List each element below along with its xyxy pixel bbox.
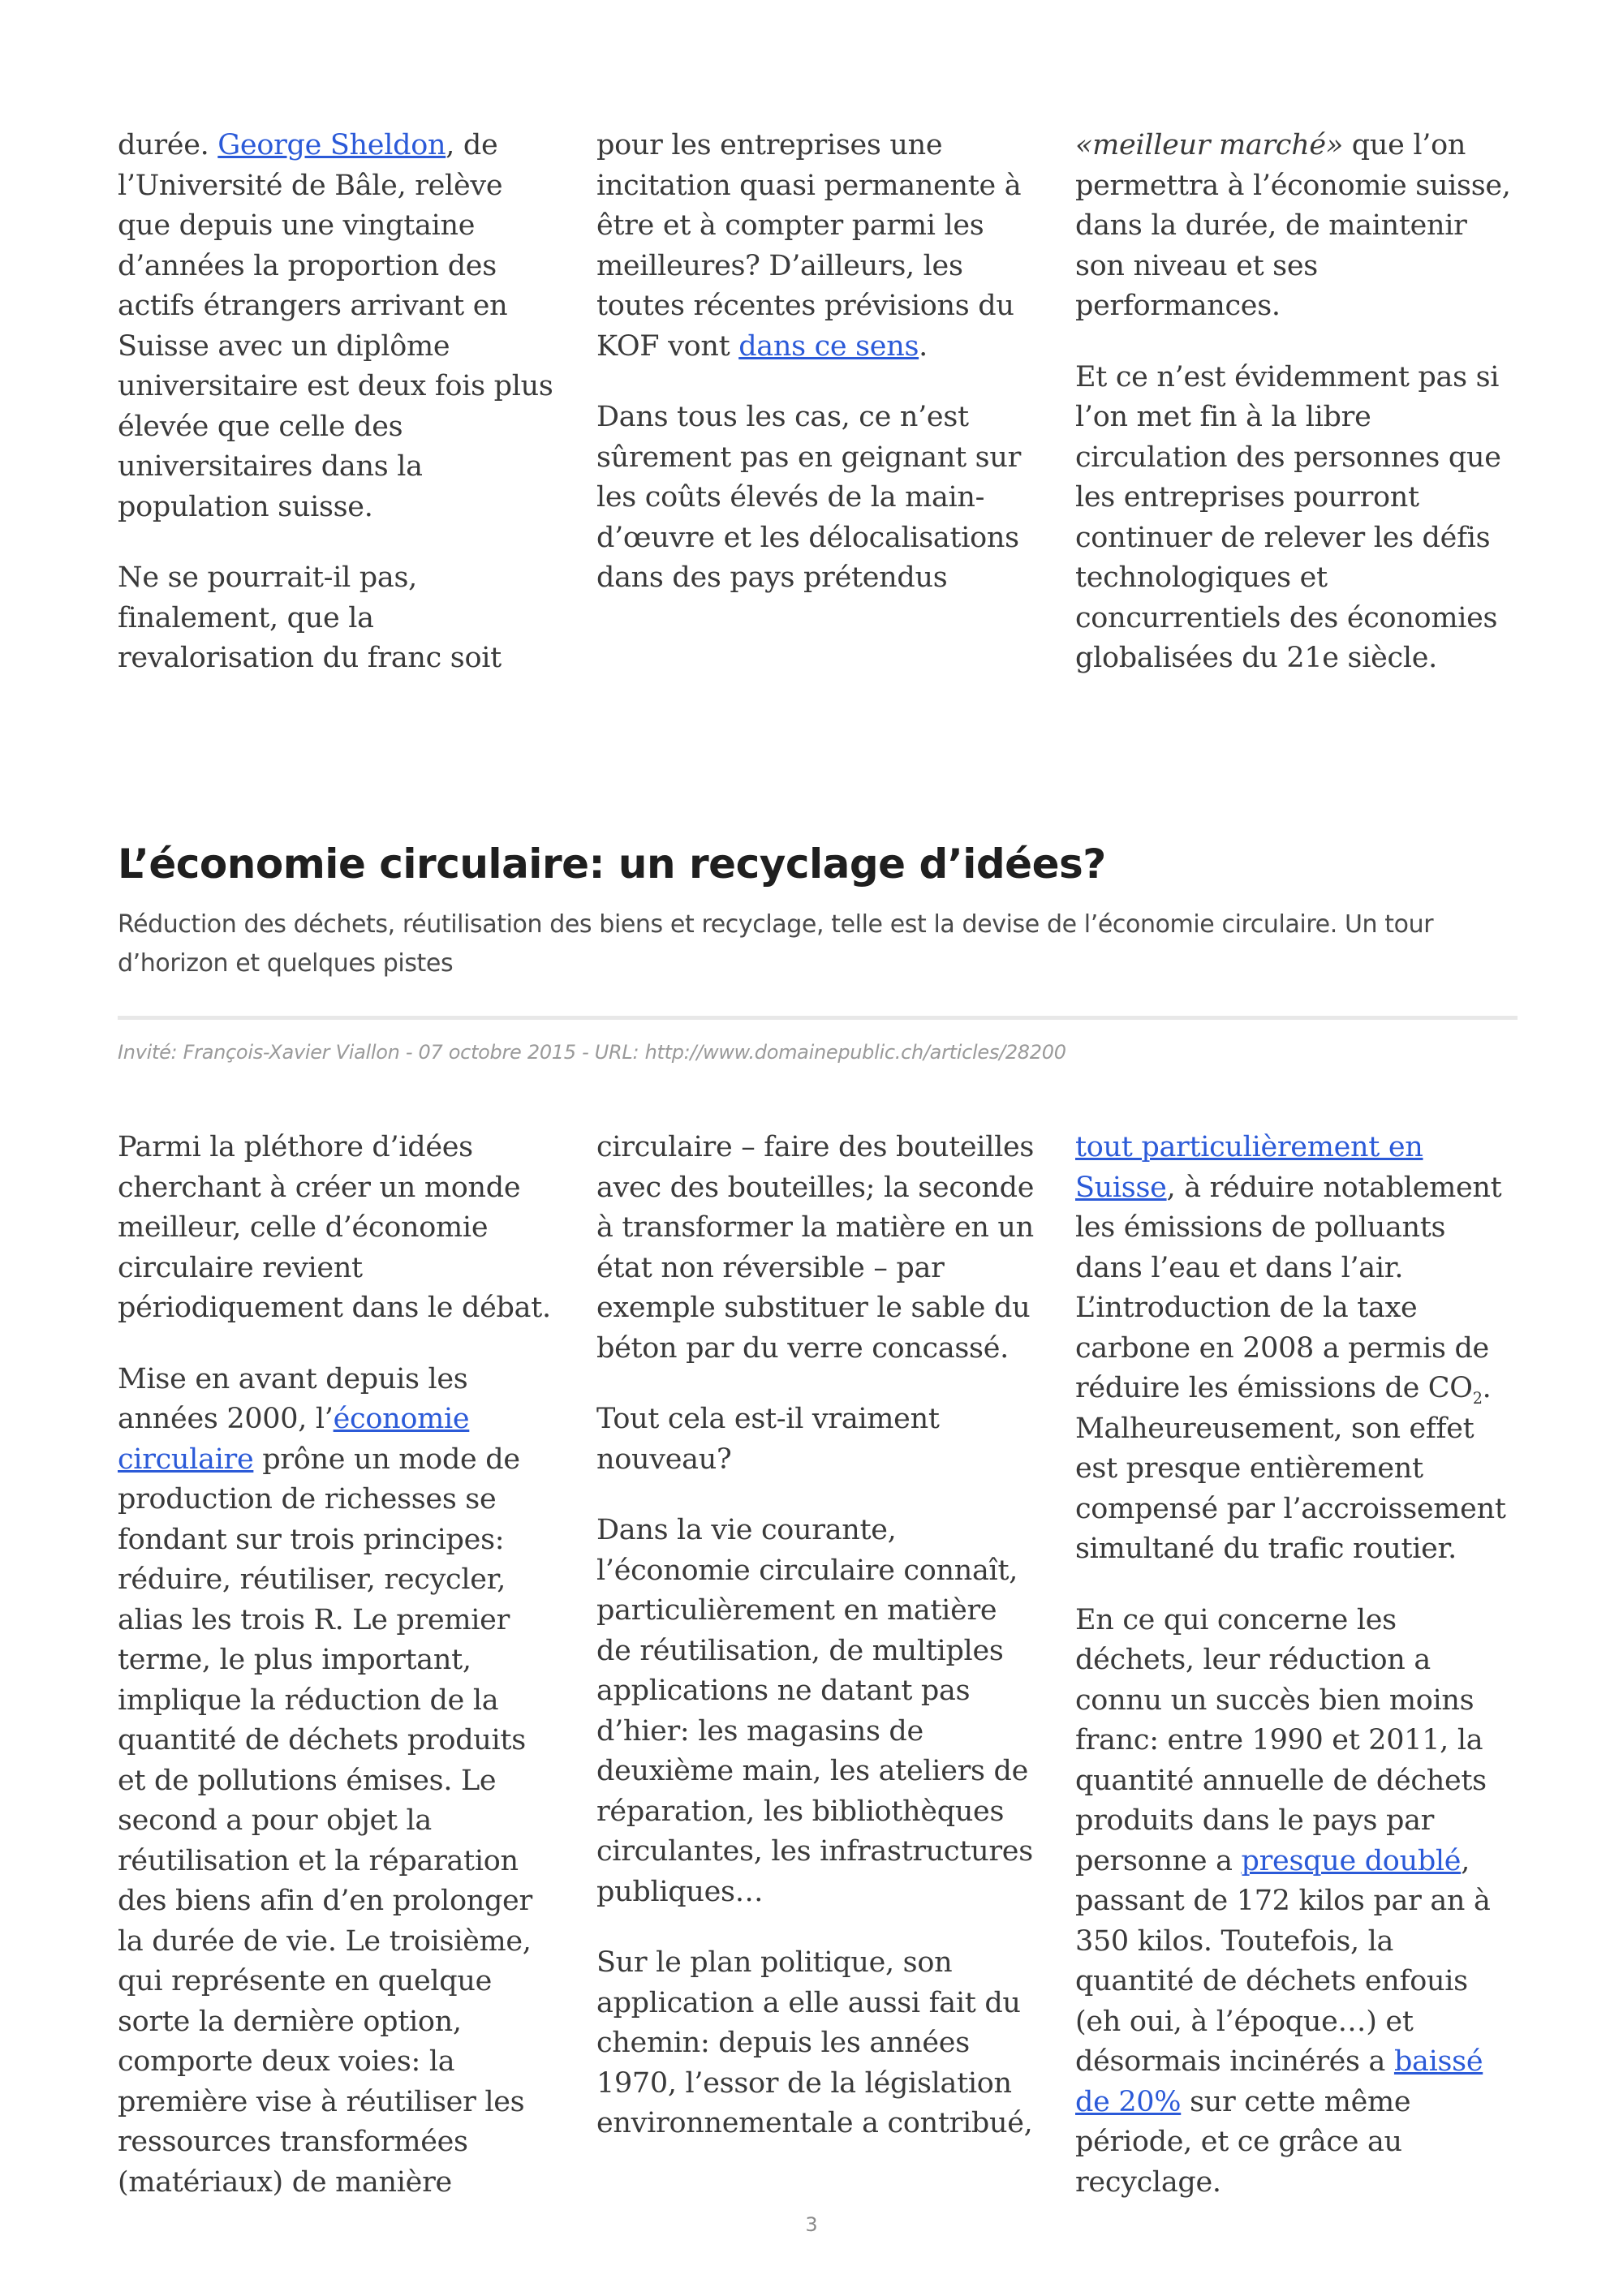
link-presque-double[interactable]: presque doublé bbox=[1241, 1844, 1462, 1877]
link-economie-circulaire[interactable]: économie circulaire bbox=[118, 1403, 470, 1476]
subscript: 2 bbox=[1472, 1389, 1483, 1408]
text: sur cette même période, et ce grâce au recyclage. bbox=[1075, 2085, 1411, 2199]
paragraph: Parmi la pléthore d’idées cherchant à créer un monde meilleur, celle d’économie circulaire revient périodiquement dans le débat. bbox=[118, 1131, 551, 1324]
text: pour les entreprises une incitation quasi permanente à être et à compter parmi les meilleures? D’ailleurs, les toutes récentes prévisions du KOF vont bbox=[596, 129, 1022, 363]
text: prône un mode de production de richesses se fondant sur trois principes: réduire, réutiliser, recycler, alias les trois R. Le premier terme, le plus important, implique la réduction de la quantité de déchets produits et de pollutions émises. Le second a pour objet la réutilisation et la réparation des biens afin d’en prolonger la durée de vie. Le troisième, qui représente en quelque sorte la dernière option, comporte deux voies: la première vise à réutiliser les ressources transformées (matériaux) de manière bbox=[118, 1443, 532, 2199]
paragraph: circulaire – faire des bouteilles avec des bouteilles; la seconde à transformer la matière en un état non réversible – par exemple substituer le sable du béton par du verre concassé. bbox=[596, 1131, 1035, 1365]
paragraph: Tout cela est-il vraiment nouveau? bbox=[596, 1403, 940, 1476]
link-dans-ce-sens[interactable]: dans ce sens bbox=[738, 329, 919, 363]
paragraph: Ne se pourrait-il pas, finalement, que la revalorisation du franc soit bbox=[118, 561, 502, 674]
text: . bbox=[919, 329, 928, 363]
paragraph: Dans tous les cas, ce n’est sûrement pas en geignant sur les coûts élevés de la main-d’œuvre et les délocalisations dans des pays prétendus bbox=[596, 401, 1022, 594]
text: , à réduire notablement les émissions de polluants dans l’eau et dans l’air. L’introduction de la taxe carbone en 2008 a permis de réduire les émissions de CO bbox=[1075, 1171, 1502, 1404]
article-title: L’économie circulaire: un recyclage d’idées? bbox=[118, 841, 1106, 888]
link-tout-particulierement-en-suisse[interactable]: tout particulièrement en Suisse bbox=[1075, 1131, 1423, 1204]
paragraph bbox=[1075, 126, 1518, 327]
text: , de l’Université de Bâle, relève que depuis une vingtaine d’années la proportion des actifs étrangers arrivant en Suisse avec un diplôme universitaire est deux fois plus élevée que celle des universitaires dans la population suisse. bbox=[118, 129, 553, 523]
text: . Malheureusement, son effet est presque entièrement compensé par l’accroissement simultané du trafic routier. bbox=[1075, 1372, 1506, 1565]
link-baisse-de-20[interactable]: baissé de 20% bbox=[1075, 2045, 1483, 2118]
top-column-2 bbox=[596, 126, 1039, 679]
page-number: 3 bbox=[805, 2213, 818, 2236]
article-column-3 bbox=[1075, 1128, 1518, 2203]
article-column-2 bbox=[596, 1128, 1039, 2203]
article-header bbox=[118, 836, 1518, 1064]
divider bbox=[118, 1016, 1518, 1020]
italic-text: «meilleur marché» bbox=[1075, 129, 1343, 161]
article-lead: Réduction des déchets, réutilisation des biens et recyclage, telle est la devise de l’économie circulaire. Un tour d’horizon et quelques pistes bbox=[118, 910, 1434, 978]
text: En ce qui concerne les déchets, leur réduction a connu un succès bien moins franc: entre 1990 et 2011, la quantité annuelle de déchets produits dans le pays par personne a bbox=[1075, 1603, 1487, 1877]
paragraph: Dans la vie courante, l’économie circulaire connaît, particulièrement en matière de réutilisation, de multiples applications ne datant pas d’hier: les magasins de deuxième main, les ateliers de réparation, les bibliothèques circulantes, les infrastructures publiques… bbox=[596, 1514, 1033, 1908]
article-columns bbox=[118, 1128, 1518, 2203]
text: , passant de 172 kilos par an à 350 kilos. Toutefois, la quantité de déchets enfouis (eh oui, à l’époque…) et désormais incinérés a bbox=[1075, 1844, 1491, 2078]
top-column-1 bbox=[118, 126, 560, 679]
text: Mise en avant depuis les années 2000, l’ bbox=[118, 1362, 468, 1435]
article-meta: Invité: François-Xavier Viallon - 07 octobre 2015 - URL: http://www.domainepublic.ch/articles/28200 bbox=[118, 1041, 1066, 1064]
text: que l’on permettra à l’économie suisse, dans la durée, de maintenir son niveau et ses performances. bbox=[1075, 129, 1511, 322]
article-column-1 bbox=[118, 1128, 560, 2203]
paragraph bbox=[596, 126, 1039, 367]
top-column-3 bbox=[1075, 126, 1518, 679]
paragraph bbox=[118, 1360, 560, 2204]
link-george-sheldon[interactable]: George Sheldon bbox=[217, 129, 446, 161]
paragraph bbox=[1075, 1128, 1518, 1570]
top-columns bbox=[118, 126, 1518, 679]
paragraph bbox=[1075, 1601, 1518, 2204]
paragraph bbox=[118, 126, 560, 527]
text: durée. bbox=[118, 129, 218, 161]
paragraph: Sur le plan politique, son application a elle aussi fait du chemin: depuis les années 1970, l’essor de la législation environnementale a contribué, bbox=[596, 1946, 1033, 2139]
paragraph: Et ce n’est évidemment pas si l’on met fin à la libre circulation des personnes que les entreprises pourront continuer de relever les défis technologiques et concurrentiels des économies globalisées du 21e siècle. bbox=[1075, 360, 1501, 674]
